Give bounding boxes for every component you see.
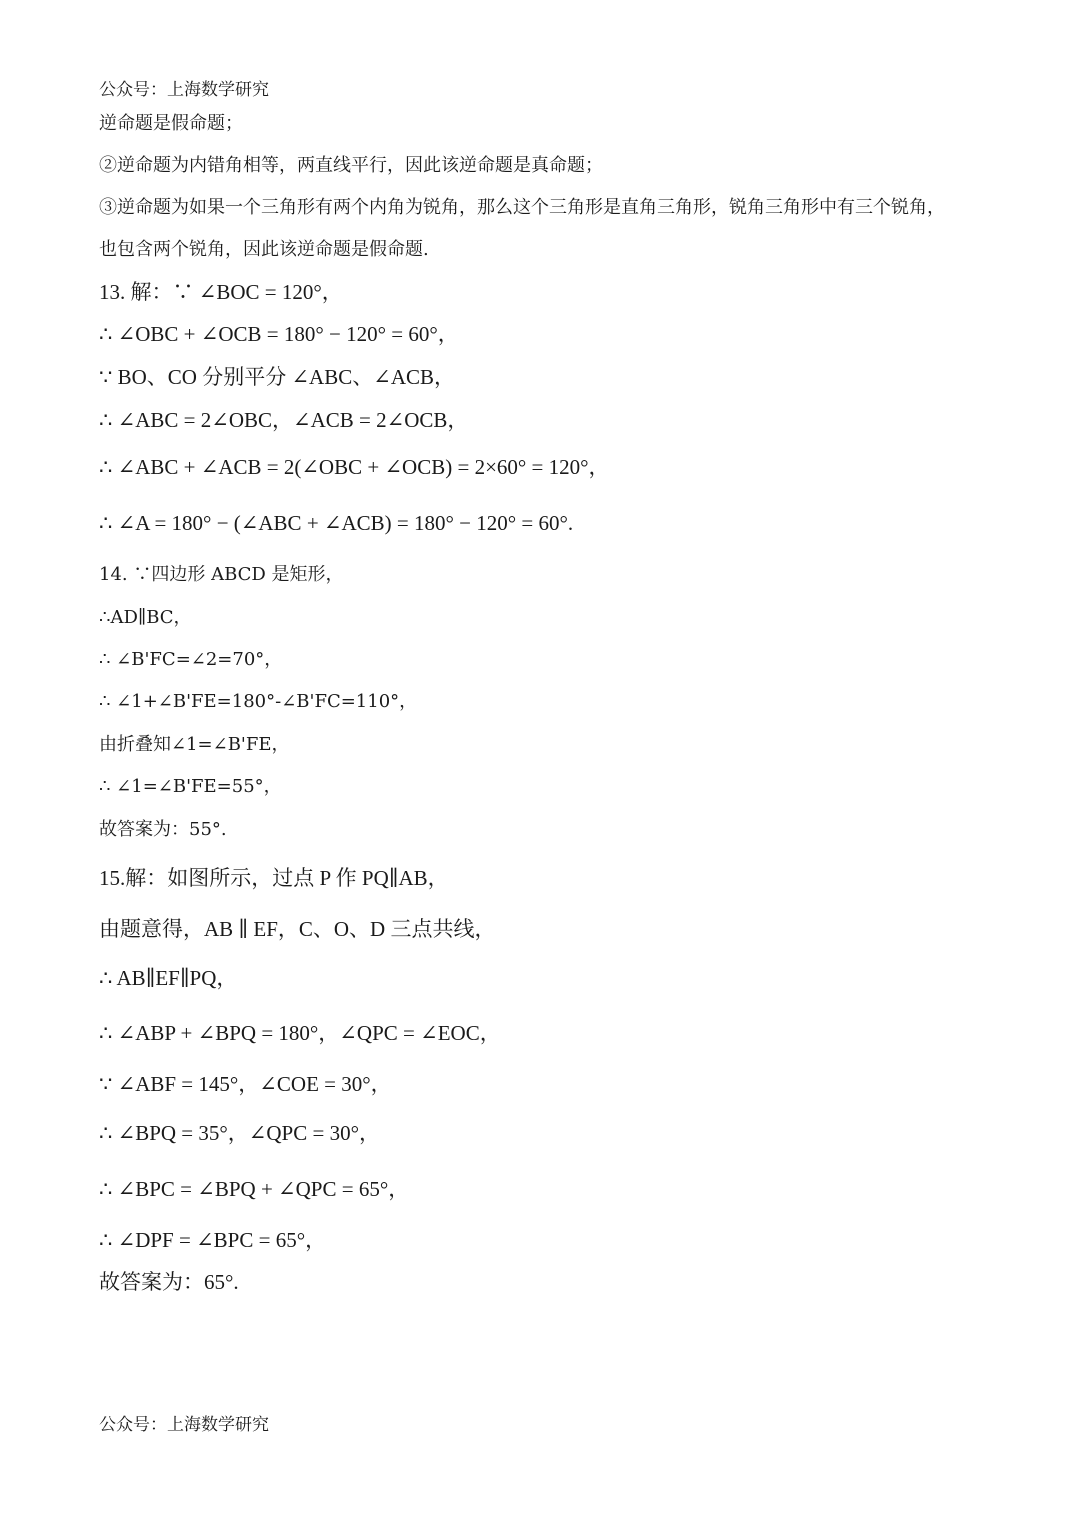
text-line-1: 逆命题是假命题； <box>99 113 243 134</box>
text-line-3: ③逆命题为如果一个三角形有两个内角为锐角，那么这个三角形是直角三角形，锐角三角形中有三个锐角， <box>99 197 945 218</box>
q13-given: 13. 解：∵ ∠BOC = 120°， <box>99 280 343 304</box>
q15-step-1: 由题意得，AB ∥ EF，C、O、D 三点共线， <box>99 917 496 941</box>
text-line-2: ②逆命题为内错角相等，两直线平行，因此该逆命题是真命题； <box>99 155 603 176</box>
q15-step-2: ∴ AB∥EF∥PQ， <box>99 966 238 990</box>
q13-step-1: ∴ ∠OBC + ∠OCB = 180° − 120° = 60°， <box>99 322 459 346</box>
q14-step-4: 由折叠知∠1=∠B'FE， <box>99 734 290 755</box>
q14-answer: 故答案为：55°. <box>99 819 227 840</box>
q14-given: 14. ∵四边形 ABCD 是矩形， <box>99 564 344 585</box>
q13-step-2: ∵ BO、CO 分别平分 ∠ABC、∠ACB， <box>99 365 456 389</box>
q15-step-6: ∴ ∠BPC = ∠BPQ + ∠QPC = 65°， <box>99 1177 410 1201</box>
q13-result: ∴ ∠A = 180° − (∠ABC + ∠ACB) = 180° − 120° = 60°. <box>99 511 574 535</box>
q15-step-7: ∴ ∠DPF = ∠BPC = 65°， <box>99 1228 327 1252</box>
q14-step-2: ∴ ∠B'FC=∠2=70°， <box>99 649 283 670</box>
q15-step-5: ∴ ∠BPQ = 35°，∠QPC = 30°， <box>99 1121 380 1145</box>
page-footer: 公众号：上海数学研究 <box>99 1415 269 1435</box>
q15-step-3: ∴ ∠ABP + ∠BPQ = 180°，∠QPC = ∠EOC， <box>99 1021 501 1045</box>
q15-answer: 故答案为：65°. <box>99 1270 239 1294</box>
q13-step-3: ∴ ∠ABC = 2∠OBC，∠ACB = 2∠OCB， <box>99 408 469 432</box>
q14-step-5: ∴ ∠1=∠B'FE=55°， <box>99 776 282 797</box>
text-line-4: 也包含两个锐角，因此该逆命题是假命题. <box>99 239 429 260</box>
q15-step-4: ∵ ∠ABF = 145°，∠COE = 30°， <box>99 1072 392 1096</box>
page-header: 公众号：上海数学研究 <box>99 80 269 100</box>
q14-step-3: ∴ ∠1+∠B'FE=180°-∠B'FC=110°， <box>99 691 418 712</box>
q15-given: 15.解：如图所示，过点 P 作 PQ∥AB， <box>99 866 449 890</box>
q14-step-1: ∴AD∥BC， <box>99 607 192 628</box>
q13-step-4: ∴ ∠ABC + ∠ACB = 2(∠OBC + ∠OCB) = 2×60° = 120°， <box>99 455 610 479</box>
